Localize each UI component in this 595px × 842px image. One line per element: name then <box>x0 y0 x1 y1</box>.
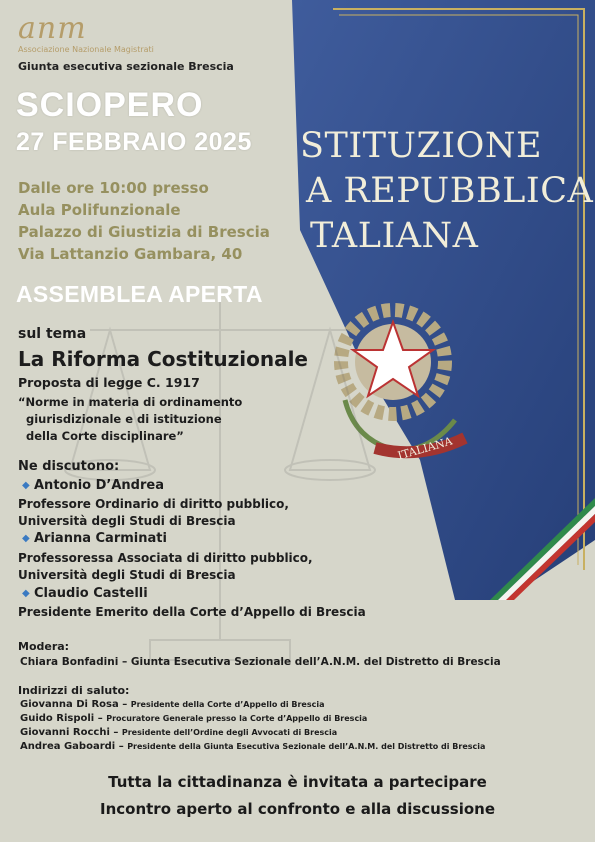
moderator-label: Modera: <box>18 640 70 653</box>
strike-date: 27 FEBBRAIO 2025 <box>16 128 252 156</box>
diamond-bullet-icon: ◆ <box>22 533 30 544</box>
speaker-role: Presidente Emerito della Corte d’Appello di Brescia <box>18 605 366 619</box>
diamond-bullet-icon: ◆ <box>22 588 30 599</box>
speaker-name: ◆ Claudio Castelli <box>22 586 148 601</box>
venue-line: Dalle ore 10:00 presso <box>18 179 209 197</box>
giunta-label: Giunta esecutiva sezionale Brescia <box>18 60 234 73</box>
strike-heading: SCIOPERO <box>16 86 204 124</box>
speaker-name: ◆ Arianna Carminati <box>22 531 167 546</box>
bill-number: Proposta di legge C. 1917 <box>18 375 200 390</box>
venue-line: Via Lattanzio Gambara, 40 <box>18 245 243 263</box>
greeting-line: Andrea Gaboardi – Presidente della Giunta Esecutiva Sezionale dell’A.N.M. del Distretto di Brescia <box>20 741 486 752</box>
assembly-heading: ASSEMBLEA APERTA <box>16 281 263 307</box>
anm-logo-mark: anm <box>18 11 87 46</box>
speakers-label: Ne discutono: <box>18 459 120 474</box>
speaker-role: Professore Ordinario di diritto pubblico, Università degli Studi di Brescia <box>18 497 289 528</box>
venue-block <box>18 177 270 265</box>
moderator-text: Chiara Bonfadini – Giunta Esecutiva Sezionale dell’A.N.M. del Distretto di Brescia <box>20 656 501 668</box>
cover-title <box>300 124 593 259</box>
cover-line-1: STITUZIONE <box>300 126 543 166</box>
anm-logo <box>18 11 154 54</box>
cover-line-2: A REPUBBLICA <box>306 171 594 211</box>
open-meeting-line: Incontro aperto al confronto e alla discussione <box>99 800 495 818</box>
diamond-bullet-icon: ◆ <box>22 480 30 491</box>
greeting-line: Giovanni Rocchi – Presidente dell’Ordine degli Avvocati di Brescia <box>20 727 338 738</box>
venue-line: Aula Polifunzionale <box>18 201 181 219</box>
cover-line-3: TALIANA <box>310 216 479 256</box>
speaker-role: Professoressa Associata di diritto pubblico, Università degli Studi di Brescia <box>18 551 313 582</box>
anm-logo-subtitle: Associazione Nazionale Magistrati <box>18 45 154 54</box>
bill-title: “Norme in materia di ordinamento giurisdizionale e di istituzione della Corte disciplinare” <box>18 395 243 443</box>
venue-line: Palazzo di Giustizia di Brescia <box>18 223 270 241</box>
greeting-line: Giovanna Di Rosa – Presidente della Corte d’Appello di Brescia <box>20 699 325 710</box>
invitation-line: Tutta la cittadinanza è invitata a partecipare <box>108 773 487 791</box>
greeting-line: Guido Rispoli – Procuratore Generale presso la Corte d’Appello di Brescia <box>20 713 368 724</box>
greetings-label: Indirizzi di saluto: <box>18 684 130 697</box>
topic-intro: sul tema <box>18 326 87 342</box>
speaker-name: ◆ Antonio D’Andrea <box>22 478 164 493</box>
topic-title: La Riforma Costituzionale <box>18 347 308 371</box>
cover-ribbon-label: ITALIANA <box>396 434 454 463</box>
